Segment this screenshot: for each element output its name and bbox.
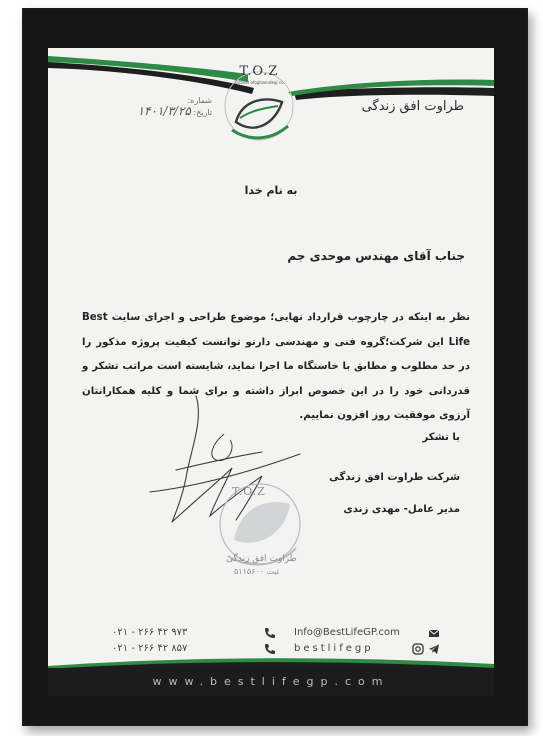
signature-company: شرکت طراوت افق زندگی <box>329 472 460 483</box>
signature-title: مدیر عامل- مهدی زندی <box>343 504 460 515</box>
website-url[interactable]: www.bestlifegp.com <box>152 675 390 688</box>
body-paragraph: نظر به اینکه در چارچوب قرارداد نهایی؛ موضوع طراحی و اجرای سایت Best Life این شرکت؛گروه فنی و مهندسی دارنو توانست کیفیت پروژه مذکور را در حد مطلوب و مطابق با خاستگاه ما اجرا نماید، شایسته است مراتب تشکر و قدردانی خود را در این خصوص ابراز داشته و برای شما و کلیه همکارانتان آرزوی موفقیت روز افزون نماییم. <box>82 312 470 422</box>
phone-icon <box>264 627 276 639</box>
email-icon <box>428 627 440 639</box>
social-handle[interactable]: bestlifegp <box>294 643 374 654</box>
letter-date-field <box>92 104 212 118</box>
number-label: شماره: <box>187 96 212 105</box>
brand-name: طراوت افق زندگی <box>361 99 464 114</box>
stamp-logo-text: T.O.Z <box>232 485 266 498</box>
letter-title: به نام خدا <box>244 184 298 197</box>
logo-subtitle: Taravat ofoghzendegi co <box>234 80 284 85</box>
instagram-icon <box>412 643 424 655</box>
stamp-company-name: طراوت افق زندگی <box>226 554 297 564</box>
closing-line: با تشکر <box>422 432 460 443</box>
phone-number-2: ۰۲۱ - ۲۶۶ ۴۲ ۸۵۷ <box>112 643 188 654</box>
email-address[interactable]: Info@BestLifeGP.com <box>294 627 400 638</box>
phone-icon <box>264 643 276 655</box>
letter-body <box>82 306 470 429</box>
telegram-icon <box>428 643 440 655</box>
salutation: جناب آقای مهندس موحدی جم <box>287 249 465 263</box>
logo-text: T.O.Z <box>239 64 279 79</box>
phone-number-1: ۰۲۱ - ۲۶۶ ۴۲ ۹۷۳ <box>112 627 188 638</box>
date-label: تاریخ: <box>193 108 212 117</box>
date-value: ۱۴۰۱/۳/۲۵ <box>137 104 191 118</box>
stamp-registration: ثبت ۵۱۱۵۶۰۰ <box>234 567 280 576</box>
